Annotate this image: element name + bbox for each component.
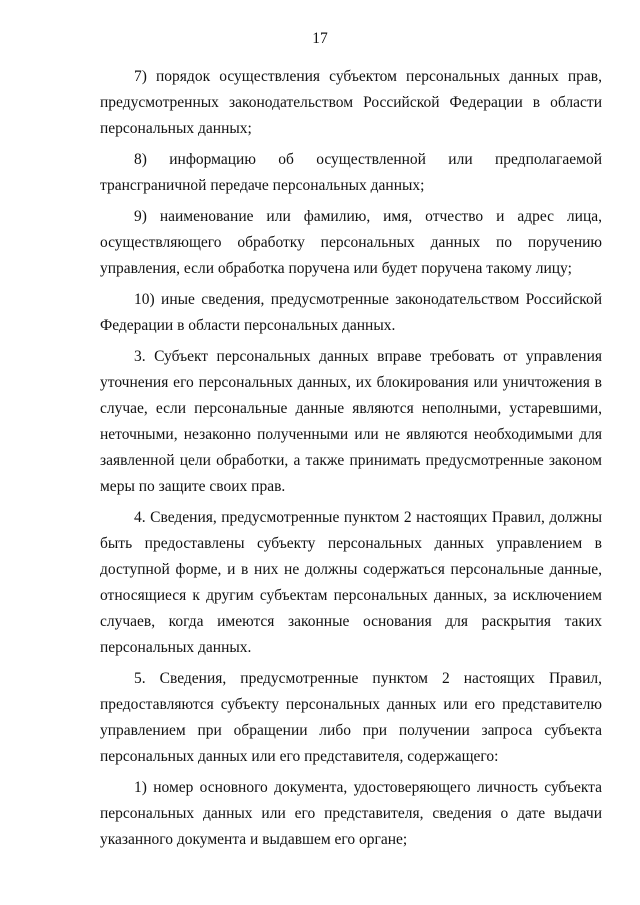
paragraph-item-7: 7) порядок осуществления субъектом персональных данных прав, предусмотренных законодательством Российской Федерации в области персональных данных; xyxy=(100,68,602,137)
paragraph-item-10: 10) иные сведения, предусмотренные законодательством Российской Федерации в области персональных данных. xyxy=(100,291,602,334)
paragraph-clause-3: 3. Субъект персональных данных вправе требовать от управления уточнения его персональных данных, их блокирования или уничтожения в случае, если персональные данные являются неполными, устаревшими, неточными, незаконно полученными или не являются необходимыми для заявленной цели обработки, а также принимать предусмотренные законом меры по защите своих прав. xyxy=(100,348,602,495)
paragraph-clause-5: 5. Сведения, предусмотренные пунктом 2 настоящих Правил, предоставляются субъекту персональных данных или его представителю управлением при обращении либо при получении запроса субъекта персональных данных или его представителя, содержащего: xyxy=(100,670,602,765)
document-body xyxy=(100,64,602,853)
paragraph-clause-4: 4. Сведения, предусмотренные пунктом 2 настоящих Правил, должны быть предоставлены субъекту персональных данных управлением в доступной форме, и в них не должны содержаться персональные данные, относящиеся к другим субъектам персональных данных, за исключением случаев, когда имеются законные основания для раскрытия таких персональных данных. xyxy=(100,509,602,656)
paragraph-subitem-1: 1) номер основного документа, удостоверяющего личность субъекта персональных данных или его представителя, сведения о дате выдачи указанного документа и выдавшем его органе; xyxy=(100,779,602,848)
paragraph-item-9: 9) наименование или фамилию, имя, отчество и адрес лица, осуществляющего обработку персональных данных по поручению управления, если обработка поручена или будет поручена такому лицу; xyxy=(100,208,602,277)
paragraph-item-8: 8) информацию об осуществленной или предполагаемой трансграничной передаче персональных данных; xyxy=(100,151,602,194)
page-number: 17 xyxy=(312,30,328,47)
